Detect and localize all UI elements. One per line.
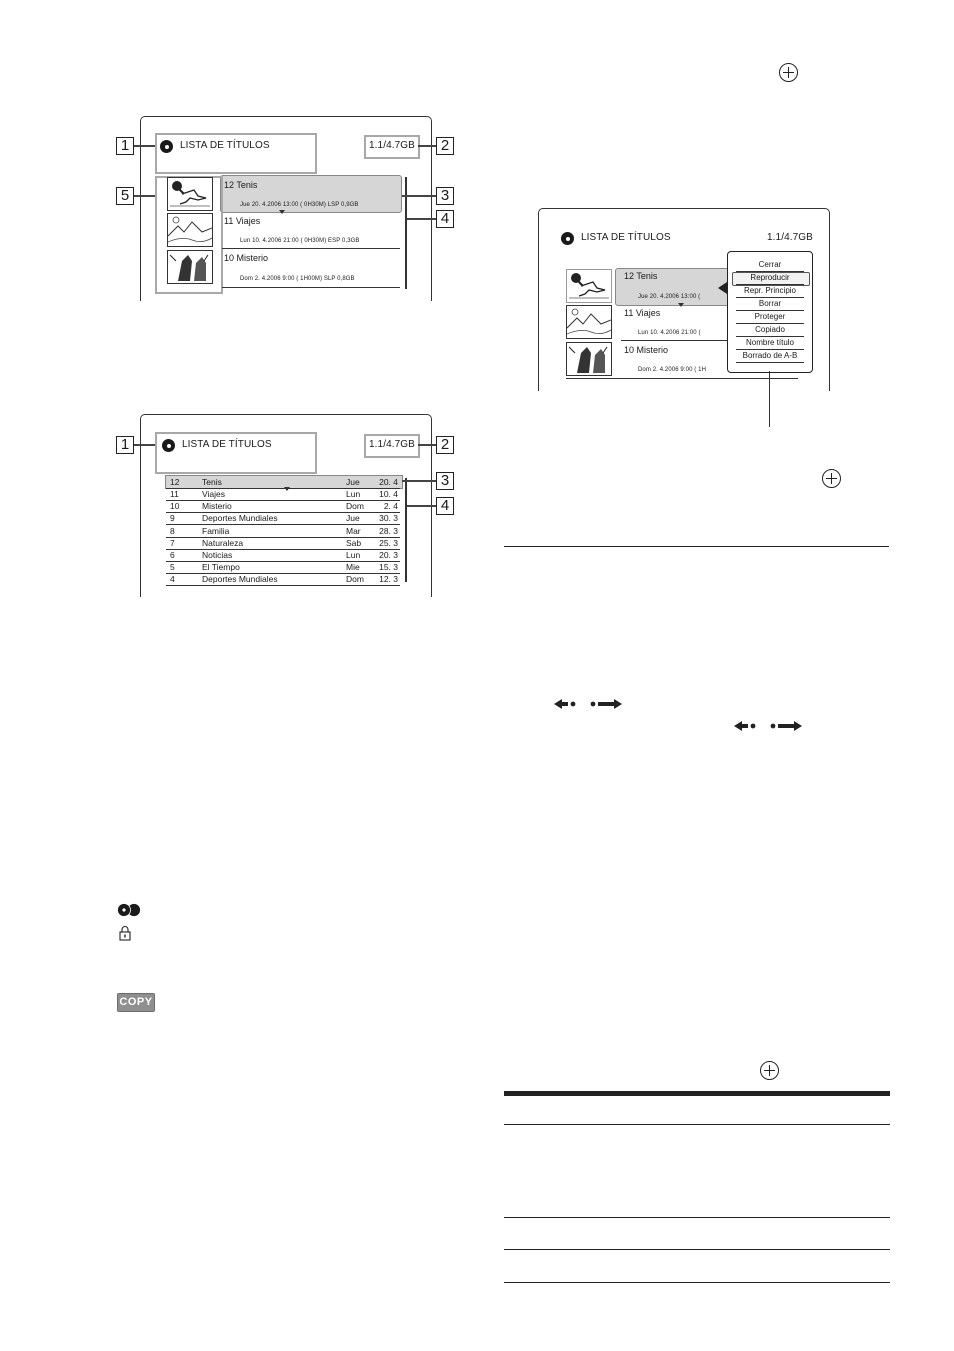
sub-menu-item[interactable]: Borrar bbox=[736, 298, 804, 311]
list-item bbox=[166, 537, 400, 550]
title-meta: Lun 10. 4.2006 21:00 ( 0H30M) ESP 0,3GB bbox=[240, 238, 360, 244]
thumbnail-travel bbox=[167, 213, 213, 247]
sub-menu-item[interactable]: Borrado de A-B bbox=[736, 350, 804, 363]
row-divider bbox=[222, 248, 400, 249]
list-cell-date: 30. 3 bbox=[379, 513, 398, 524]
sub-menu-item[interactable]: Proteger bbox=[736, 311, 804, 324]
list-cell-num: 8 bbox=[170, 525, 175, 536]
lock-icon bbox=[119, 925, 131, 941]
row-divider bbox=[621, 340, 727, 341]
list-item bbox=[166, 476, 400, 489]
thumbnail-tennis bbox=[566, 269, 612, 303]
list-item bbox=[166, 512, 400, 525]
title-meta: Dom 2. 4.2006 9:00 ( 1H00M) SLP 0,8GB bbox=[240, 276, 355, 282]
title-meta: Jue 20. 4.2006 13:00 ( 0H30M) LSP 0,9GB bbox=[240, 202, 359, 208]
joystick-enter-icon bbox=[822, 469, 841, 488]
list-cell-num: 10 bbox=[170, 501, 180, 512]
thumbnail-travel bbox=[566, 305, 612, 339]
title-name: 12 Tenis bbox=[224, 180, 258, 190]
sub-menu-item[interactable]: Nombre título bbox=[736, 337, 804, 350]
table-divider bbox=[504, 1217, 890, 1218]
disc-icon bbox=[162, 439, 175, 452]
header-title: LISTA DE TÍTULOS bbox=[180, 140, 270, 151]
sub-menu-item[interactable]: Reproducir bbox=[736, 272, 804, 285]
list-item bbox=[166, 500, 400, 513]
callout-leader bbox=[134, 195, 155, 197]
list-cell-num: 7 bbox=[170, 537, 175, 548]
callout-leader bbox=[407, 218, 436, 220]
callout-leader bbox=[418, 145, 436, 147]
selection-pointer bbox=[678, 303, 684, 307]
capacity-label: 1.1/4.7GB bbox=[369, 439, 415, 450]
capacity-label: 1.1/4.7GB bbox=[369, 140, 415, 151]
sub-menu-pointer bbox=[718, 282, 727, 294]
callout-2: 2 bbox=[436, 436, 454, 454]
list-cell-name: Familia bbox=[202, 525, 230, 536]
list-cell-day: Jue bbox=[346, 477, 360, 487]
list-cell-name: El Tiempo bbox=[202, 562, 240, 573]
list-cell-name: Deportes Mundiales bbox=[202, 513, 278, 524]
list-cell-num: 11 bbox=[170, 489, 179, 500]
list-cell-date: 20. 3 bbox=[379, 549, 398, 560]
list-cell-day: Lun bbox=[346, 489, 361, 500]
callout-5: 5 bbox=[116, 187, 134, 205]
table-divider bbox=[504, 1124, 890, 1125]
thumbnail-mystery bbox=[566, 342, 612, 376]
arrow-right-icon bbox=[588, 698, 622, 710]
arrow-left-icon bbox=[554, 698, 588, 710]
title-meta: Dom 2. 4.2006 9:00 ( 1H bbox=[638, 367, 707, 373]
list-cell-date: 10. 4 bbox=[379, 489, 398, 500]
disc-icon bbox=[160, 140, 173, 153]
list-item bbox=[166, 573, 400, 586]
title-name: 10 Misterio bbox=[224, 253, 269, 263]
row-divider bbox=[566, 378, 798, 379]
title-name: 11 Viajes bbox=[624, 308, 661, 318]
list-item bbox=[166, 549, 400, 562]
table-divider bbox=[504, 1249, 890, 1250]
list-cell-name: Tenis bbox=[202, 477, 222, 487]
arrow-right-icon bbox=[768, 720, 802, 732]
list-cell-num: 6 bbox=[170, 549, 175, 560]
header-title: LISTA DE TÍTULOS bbox=[581, 232, 671, 243]
list-cell-day: Jue bbox=[346, 513, 360, 524]
joystick-enter-icon bbox=[760, 1061, 779, 1080]
callout-3: 3 bbox=[436, 472, 454, 490]
callout-1: 1 bbox=[116, 436, 134, 454]
callout-3: 3 bbox=[436, 187, 454, 205]
sub-menu-item[interactable]: Cerrar bbox=[736, 259, 804, 272]
list-cell-name: Misterio bbox=[202, 501, 232, 512]
list-cell-date: 2. 4 bbox=[383, 501, 398, 512]
list-item bbox=[166, 488, 400, 501]
joystick-enter-icon bbox=[779, 63, 798, 82]
menu-cursor-highlight bbox=[732, 272, 810, 286]
row-divider bbox=[222, 287, 400, 288]
callout-leader bbox=[407, 505, 436, 507]
title-name: 10 Misterio bbox=[624, 345, 669, 355]
copy-badge-icon: COPY bbox=[117, 993, 155, 1012]
list-cell-date: 20. 4 bbox=[379, 477, 398, 487]
callout-leader bbox=[134, 444, 155, 446]
scroll-bar bbox=[405, 177, 407, 289]
thumbnail-tennis bbox=[167, 177, 213, 211]
list-cell-num: 4 bbox=[170, 574, 175, 585]
list-cell-day: Dom bbox=[346, 501, 364, 512]
callout-4: 4 bbox=[436, 497, 454, 515]
list-cell-day: Sab bbox=[346, 537, 362, 548]
arrow-left-icon bbox=[734, 720, 768, 732]
list-cell-name: Noticias bbox=[202, 549, 233, 560]
sub-menu-item[interactable]: Repr. Principio bbox=[736, 285, 804, 298]
list-cell-day: Lun bbox=[346, 549, 361, 560]
list-cell-day: Dom bbox=[346, 574, 364, 585]
capacity-label: 1.1/4.7GB bbox=[767, 232, 813, 243]
disc-icon bbox=[116, 903, 144, 917]
list-cell-date: 15. 3 bbox=[379, 562, 398, 573]
list-cell-date: 12. 3 bbox=[379, 574, 398, 585]
callout-4: 4 bbox=[436, 210, 454, 228]
section-rule bbox=[504, 546, 889, 547]
callout-1: 1 bbox=[116, 137, 134, 155]
callout-leader bbox=[134, 145, 155, 147]
callout-leader bbox=[418, 444, 436, 446]
sub-menu-item[interactable]: Copiado bbox=[736, 324, 804, 337]
callout-leader bbox=[402, 195, 436, 197]
list-item bbox=[166, 561, 400, 574]
list-cell-day: Mie bbox=[346, 562, 360, 573]
list-cell-name: Viajes bbox=[202, 489, 225, 500]
callout-2: 2 bbox=[436, 137, 454, 155]
table-divider bbox=[504, 1282, 890, 1283]
title-meta: Lun 10. 4.2006 21:00 ( bbox=[638, 330, 701, 336]
sub-menu-leader-line bbox=[769, 371, 770, 427]
table-top-rule bbox=[504, 1091, 890, 1096]
disc-icon bbox=[561, 232, 574, 245]
list-cell-name: Naturaleza bbox=[202, 537, 244, 548]
thumbnail-mystery bbox=[167, 250, 213, 284]
list-cell-day: Mar bbox=[346, 525, 361, 536]
list-cell-date: 28. 3 bbox=[379, 525, 398, 536]
header-title: LISTA DE TÍTULOS bbox=[182, 439, 272, 450]
list-cell-num: 9 bbox=[170, 513, 175, 524]
title-name: 11 Viajes bbox=[224, 216, 261, 226]
list-cell-name: Deportes Mundiales bbox=[202, 574, 278, 585]
callout-leader bbox=[402, 480, 436, 482]
scroll-bar bbox=[405, 478, 407, 582]
selection-pointer bbox=[279, 210, 285, 214]
title-meta: Jue 20. 4.2006 13:00 ( bbox=[638, 294, 701, 300]
list-cell-num: 5 bbox=[170, 562, 175, 573]
title-name: 12 Tenis bbox=[624, 271, 658, 281]
list-item bbox=[166, 525, 400, 538]
list-cell-num: 12 bbox=[170, 477, 180, 487]
list-cell-date: 25. 3 bbox=[379, 537, 398, 548]
